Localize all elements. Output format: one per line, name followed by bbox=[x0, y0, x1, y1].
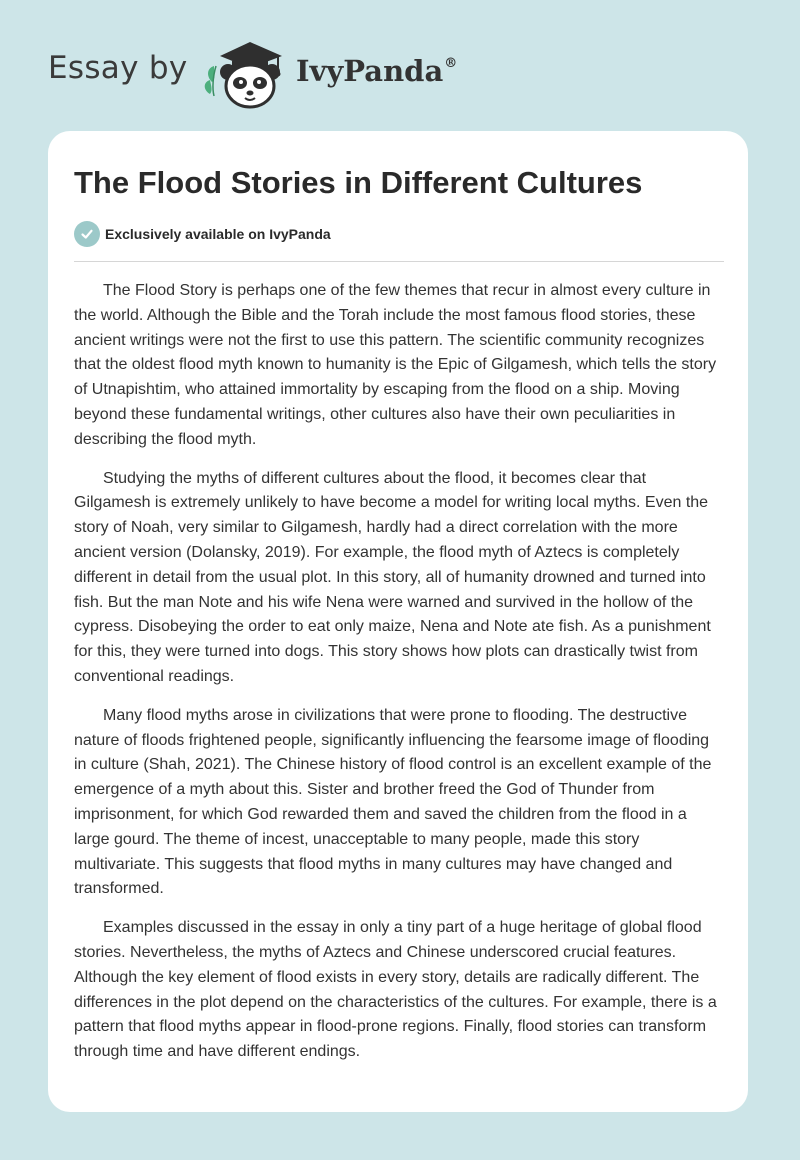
brand-name: IvyPanda® bbox=[296, 54, 458, 88]
exclusive-label: Exclusively available on IvyPanda bbox=[105, 226, 331, 242]
registered-mark: ® bbox=[444, 56, 458, 71]
paragraph: Many flood myths arose in civilizations that were prone to flooding. The destructive nature of floods frightened people, significantly influencing the fearsome image of flooding in culture (Shah, 2021). The Chinese history of flood control is an excellent example of the emergence of a myth about this. Sister and brother freed the God of Thunder from imprisonment, for which God rewarded them and saved the children from the flood in a large gourd. The theme of incest, unacceptable to many people, made this story multivariate. This suggests that flood myths in many cultures may have changed and transformed. bbox=[74, 706, 712, 898]
essay-card bbox=[48, 131, 748, 1112]
divider bbox=[74, 261, 724, 262]
essay-body bbox=[74, 279, 724, 1079]
paragraph: The Flood Story is perhaps one of the few themes that recur in almost every culture in the world. Although the Bible and the Torah include the most famous flood stories, these ancient writings were not the first to use this pattern. The scientific community recognizes that the oldest flood myth known to humanity is the Epic of Gilgamesh, which tells the story of Utnapishtim, who attained immortality by escaping from the flood on a ship. Moving beyond these fundamental writings, other cultures also have their own peculiarities in describing the flood myth. bbox=[74, 282, 717, 448]
exclusive-badge bbox=[74, 221, 331, 247]
paragraph: Examples discussed in the essay in only a tiny part of a huge heritage of global flood stories. Nevertheless, the myths of Aztecs and Chinese underscored crucial features. Although the key element of flood exists in every story, details are radically different. The differences in the plot depend on the characteristics of the cultures. For example, there is a pattern that flood myths appear in flood-prone regions. Finally, flood stories can transform through time and have different endings. bbox=[74, 919, 717, 1061]
page-title: The Flood Stories in Different Cultures bbox=[74, 165, 643, 200]
essay-by-label: Essay by bbox=[48, 50, 188, 86]
site-header bbox=[0, 0, 800, 130]
panda-graduation-cap-icon bbox=[198, 36, 290, 110]
paragraph: Studying the myths of different cultures about the flood, it becomes clear that Gilgamesh is extremely unlikely to have become a model for writing local myths. Even the story of Noah, very similar to Gilgamesh, hardly had a direct correlation with the more ancient version (Dolansky, 2019). For example, the flood myth of Aztecs is completely different in detail from the usual plot. In this story, all of humanity drowned and turned into fish. But the man Note and his wife Nena were warned and survived in the hollow of the cypress. Disobeying the order to eat only maize, Nena and Note ate fish. As a punishment for this, they were turned into dogs. This story shows how plots can drastically twist from conventional readings. bbox=[74, 469, 711, 685]
check-circle-icon bbox=[74, 221, 100, 247]
